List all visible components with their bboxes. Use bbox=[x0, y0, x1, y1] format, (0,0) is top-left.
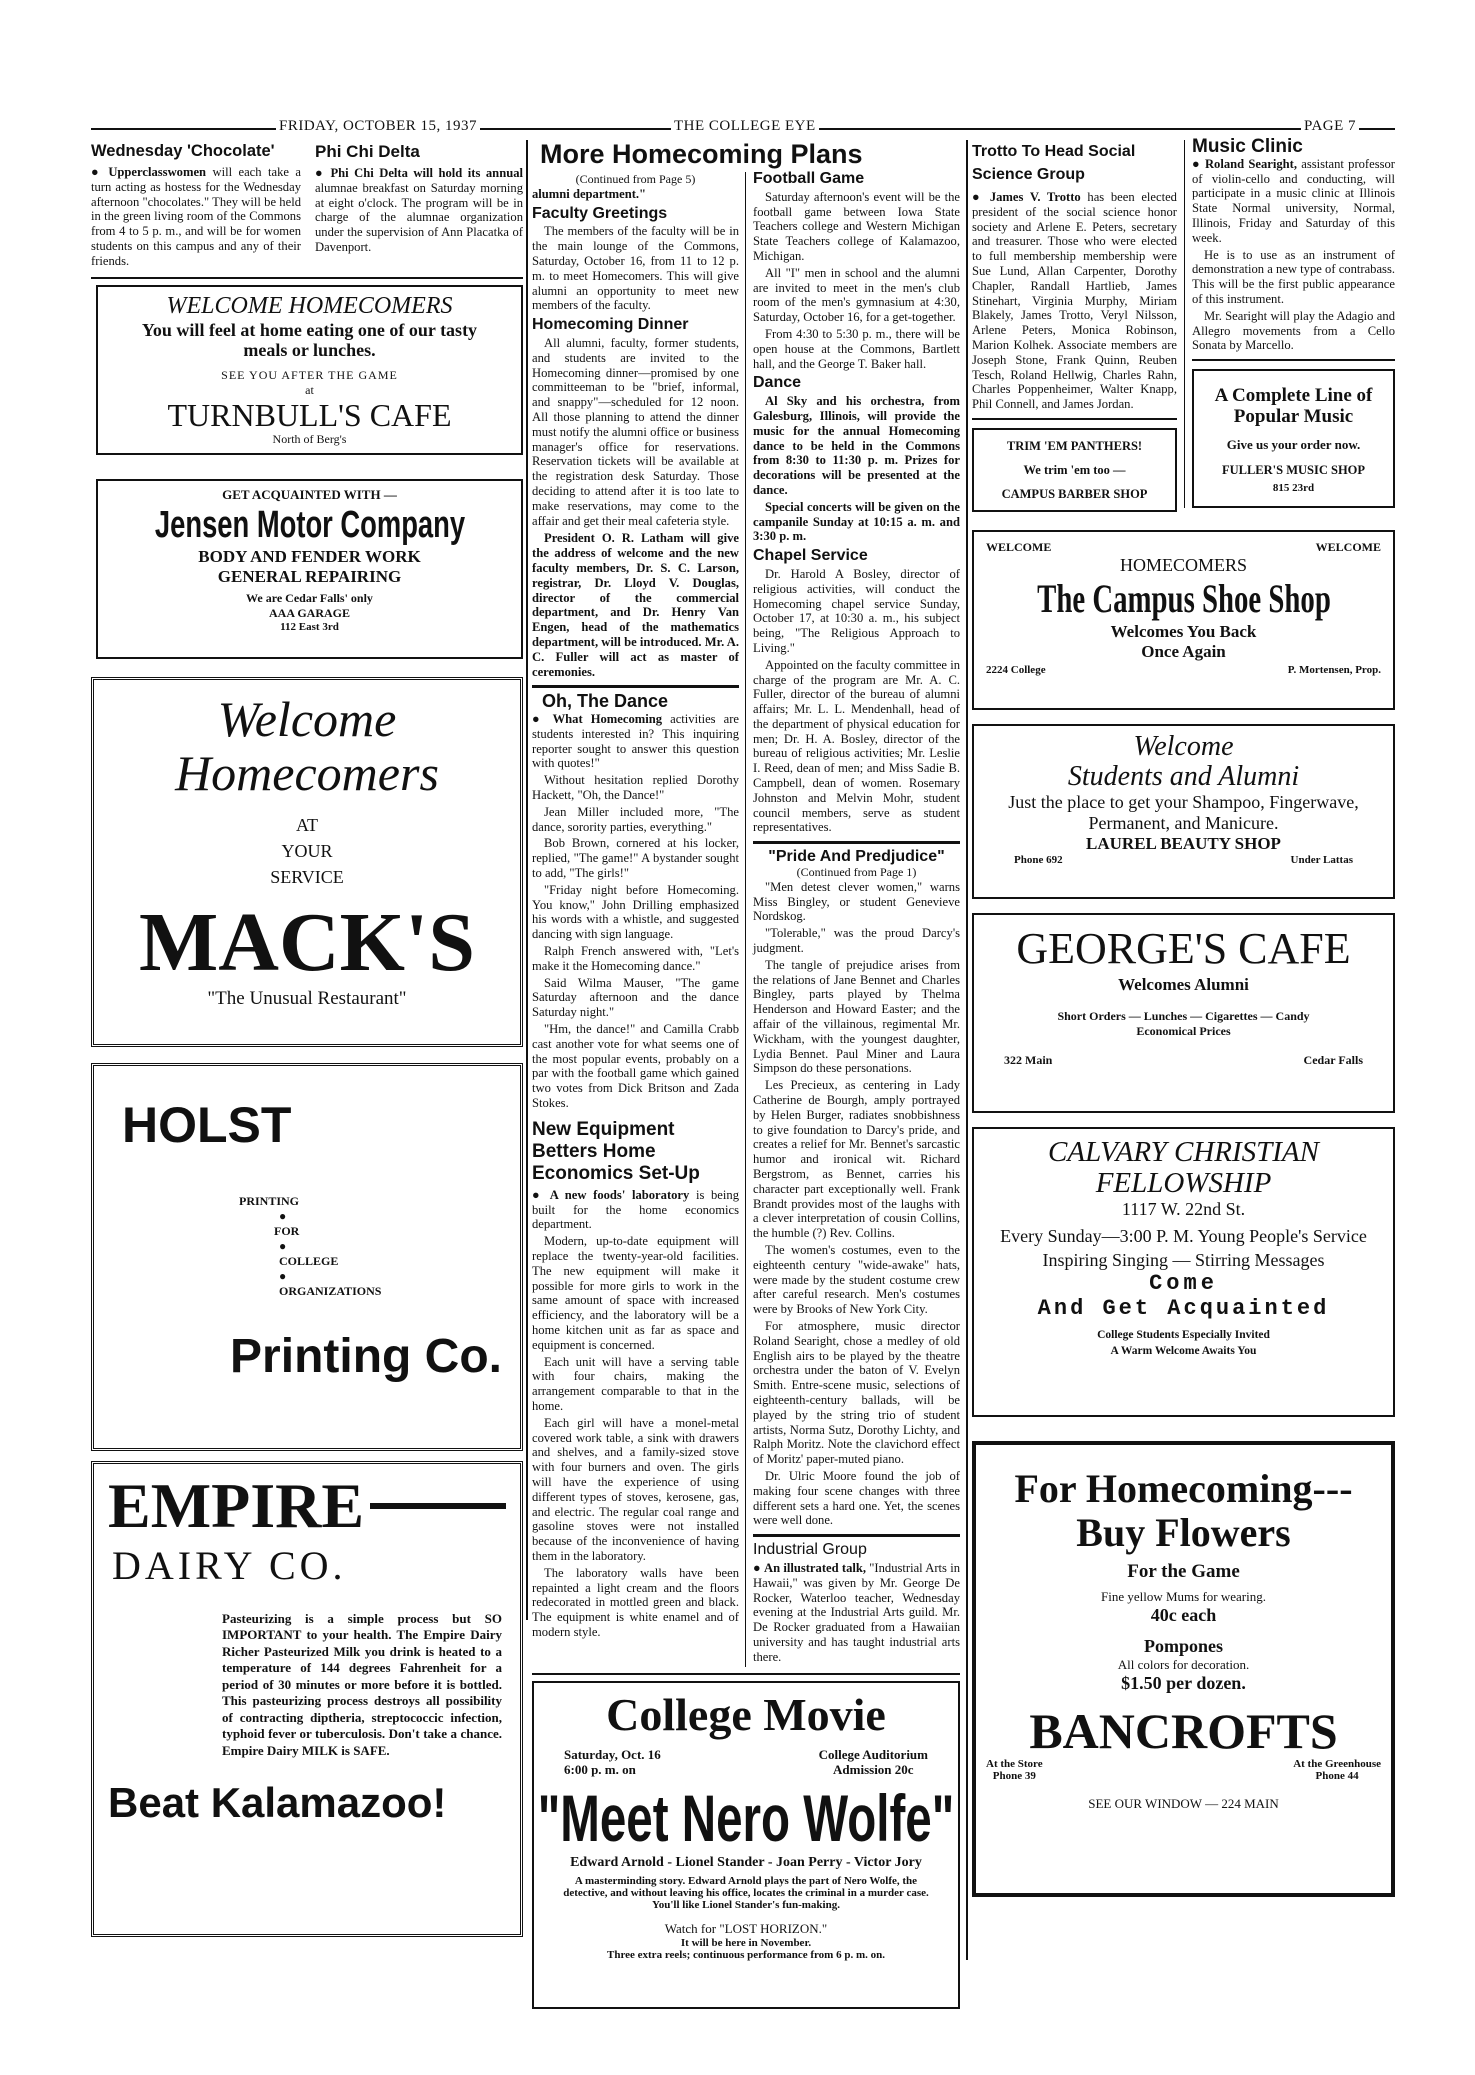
ad-text: Welcomes Alumni bbox=[1118, 974, 1249, 994]
ad-fullers-music bbox=[1192, 369, 1395, 508]
headline: Industrial Group bbox=[753, 1541, 867, 1559]
ad-college-movie bbox=[532, 1681, 960, 2009]
ad-text: Come bbox=[1149, 1270, 1218, 1296]
article-body: ● Upperclasswomen will each take a turn acting as hostess for the Wednesday afternoon "chocolates." They will be held in the green living room of the Commons from 4 to 5 p. m., and will be for women students on this campus and any of their friends. bbox=[91, 165, 301, 268]
ad-headline: Buy Flowers bbox=[1076, 1509, 1291, 1555]
ad-business-name: Jensen Motor Company bbox=[154, 503, 465, 546]
ad-text: Economical Prices bbox=[1136, 1023, 1231, 1038]
article-industrial-group bbox=[753, 1543, 960, 1664]
ad-text: And Get Acquainted bbox=[1037, 1295, 1330, 1321]
headline: Music Clinic bbox=[1192, 136, 1303, 157]
masthead bbox=[91, 118, 1395, 138]
ad-text: SEE YOU AFTER THE GAME bbox=[221, 367, 398, 382]
ad-text: GET ACQUAINTED WITH — bbox=[222, 486, 397, 502]
article-text: "Tolerable," was the proud Darcy's judgment. bbox=[753, 926, 960, 956]
ad-business-name: HOLST bbox=[122, 1096, 292, 1153]
greenhouse-phone: Phone 44 bbox=[1315, 1769, 1359, 1782]
ad-address: 322 Main bbox=[1004, 1052, 1053, 1067]
ad-text: We trim 'em too — bbox=[1023, 462, 1126, 477]
article-text: The laboratory walls have been repainted a light cream and the floors redecorated in mottled green and black. The equipment is white enamel and of modern style. bbox=[532, 1565, 739, 1639]
ad-text: Short Orders — Lunches — Cigarettes — Candy bbox=[1057, 1008, 1310, 1023]
subhead-homecoming-dinner: Homecoming Dinner bbox=[532, 316, 689, 334]
ad-text: North of Berg's bbox=[272, 431, 347, 446]
headline: Trotto To Head Social Science Group bbox=[972, 143, 1136, 183]
ad-georges-cafe bbox=[972, 913, 1395, 1113]
article-text: ● Roland Searight, assistant professor of violin-cello and conducting, will participate in a music clinic at Illinois State Normal university, Normal, Illinois, Friday and Saturday of this week. bbox=[1192, 156, 1396, 245]
ad-address: 112 East 3rd bbox=[280, 620, 339, 633]
ad-price: $1.50 per dozen. bbox=[1121, 1672, 1246, 1693]
coming-soon: Watch for "LOST HORIZON." bbox=[664, 1920, 828, 1936]
movie-blurb: A masterminding story. Edward Arnold plays the part of Nero Wolfe, the detective, and without leaving his office, locates the criminal in a murder case. You'll like Lionel Stander's fun-making. bbox=[563, 1874, 929, 1911]
column-rule bbox=[966, 140, 968, 1960]
article-text: Al Sky and his orchestra, from Galesburg, Illinois, will provide the music for the annual Homecoming dance to be held in the Commons from 8:30 to 11:30 p. m. Prizes for decorations will be presented at the dance. bbox=[753, 394, 960, 497]
store-phone: Phone 39 bbox=[992, 1769, 1036, 1782]
article-text: Modern, up-to-date equipment will replace the twenty-year-old facilities. The new equipment will make it possible for more girls to work in the same amount of space with increased efficiency, and the laboratory will be a home kitchen unit as far as space and equipment is concerned. bbox=[532, 1234, 739, 1352]
article-text: He is to use as an instrument of demonstration a new type of contrabass. This will be the first public appearance of this instrument. bbox=[1192, 247, 1395, 306]
article-text: Jean Miller included more, "The dance, sorority parties, everything." bbox=[532, 804, 739, 834]
ad-phone: Phone 692 bbox=[1014, 853, 1063, 866]
movie-admission: Admission 20c bbox=[833, 1761, 914, 1777]
article-text: "Men detest clever women," warns Miss Bingley, or student Genevieve Nordskog. bbox=[753, 879, 960, 924]
article-new-equipment bbox=[532, 1119, 739, 1640]
ad-price: 40c each bbox=[1150, 1604, 1217, 1625]
continued-note: (Continued from Page 1) bbox=[796, 865, 917, 880]
ad-text: Give us your order now. bbox=[1226, 437, 1361, 453]
ad-headline: For Homecoming--- bbox=[1014, 1465, 1353, 1511]
article-pride-and-prejudice bbox=[753, 850, 960, 1528]
ad-text: Three extra reels; continuous performance from 6 p. m. on. bbox=[606, 1948, 885, 1961]
ad-location: Under Lattas bbox=[1290, 853, 1353, 866]
ad-campus-barber bbox=[972, 428, 1177, 512]
divider bbox=[532, 1673, 960, 1675]
ad-subtitle: DAIRY CO. bbox=[112, 1542, 347, 1588]
ad-text: WELCOME bbox=[1315, 539, 1381, 554]
ad-jensen-motor bbox=[96, 479, 523, 659]
ad-calvary-christian bbox=[972, 1127, 1395, 1417]
article-text: President O. R. Latham will give the address of welcome and the new faculty members, Dr. S. C. Larson, registrar, Dr. Lloyd V. Douglas, director of the commercial department, and Dr. Henry Van Engen, head of the mathematics department, will be introduced. Mr. A. C. Fuller will act as master of ceremonies. bbox=[532, 531, 739, 679]
article-wednesday-chocolate bbox=[91, 142, 301, 271]
ad-headline: Students and Alumni bbox=[1067, 760, 1300, 792]
headline: Wednesday 'Chocolate' bbox=[91, 142, 275, 160]
ad-turnbulls-cafe bbox=[96, 285, 523, 455]
ad-business-name: GEORGE'S CAFE bbox=[1016, 923, 1351, 973]
ad-text: Fine yellow Mums for wearing. bbox=[1100, 1588, 1266, 1604]
divider bbox=[532, 685, 739, 688]
movie-venue: College Auditorium bbox=[818, 1746, 928, 1762]
article-text: Appointed on the faculty committee in charge of the program are Mr. A. C. Fuller, director of the bureau of alumni affairs; Mr. L. L. Mendenhall, head of the department of physical education for men; Dr. H. A. Bosley, director of the bureau of religious activities; Mr. Leslie I. Reed, dean of men; and Miss Sadie B. Campbell, dean of women. Rosemary Johnston and Melvin Mohr, student council members, serve as student representatives. bbox=[753, 657, 960, 835]
ad-text: SERVICE bbox=[270, 866, 344, 887]
ad-business-name: CALVARY CHRISTIAN FELLOWSHIP bbox=[1048, 1135, 1319, 1199]
subhead-faculty-greetings: Faculty Greetings bbox=[532, 204, 668, 222]
ad-address: 2224 College bbox=[986, 663, 1046, 676]
divider bbox=[753, 1534, 960, 1537]
ad-rule bbox=[370, 1503, 506, 1509]
article-music-clinic bbox=[1192, 136, 1396, 353]
ad-text: For the Game bbox=[1127, 1560, 1240, 1582]
article-oh-the-dance bbox=[532, 691, 739, 1111]
article-text: The tangle of prejudice arises from the relations of Jane Bennet and Charles Bingley, parts played by Thelma Henderson and Howard Easter; and the affair of the villainous, regimental Mr. Wickham, with the youngest daughter, Lydia Bennet. Paul Miner and Laura Simpson do these personations. bbox=[753, 957, 960, 1076]
ad-business-name: BANCROFTS bbox=[1029, 1702, 1338, 1759]
divider bbox=[91, 277, 523, 279]
article-text: ● James V. Trotto has been elected president of the social science honor society and Arlene E. Peters, secretary and treasurer. Those who were elected to full membership membership were Sue Lund, Allan Carpenter, Dorothy Chapler, Randall Hartlieb, James Stinehart, Virginia Murphy, Miriam Blakely, James Trotto, Veryl Nilsson, Arlene Peters, Monica Robinson, Marion Kolhek. Associate members are Joseph Stone, Frank Quinn, Reuben Tesch, Roland Hellwig, Charles Rahn, Charles Poppenheimer, Walter Knapp, Phil Connell, and James Jordan. bbox=[972, 190, 1177, 412]
article-text: Bob Brown, cornered at his locker, replied, "The game!" A bystander sought to add, "The girls!" bbox=[532, 836, 739, 881]
article-text: All alumni, faculty, former students, and students are invited to the Homecoming dinner—promised by one committeeman to be "brief, informal, and snappy"—scheduled for 12 noon. All those planning to attend the dinner must notify the alumni office or business manager's office for reservations. Reservation tickets will be available at the registration desk Saturday. Those deciding to attend after it is too late to make reservations, may come to the affair and get their meal cafeteria style. bbox=[532, 335, 739, 528]
ad-proprietor: P. Mortensen, Prop. bbox=[1287, 663, 1381, 676]
article-text: From 4:30 to 5:30 p. m., there will be open house at the Commons, Bartlett hall, and the George T. Baker hall. bbox=[753, 326, 960, 371]
article-body: ● Phi Chi Delta will hold its annual alumnae breakfast on Saturday morning at eight o'clock. The program will be in charge of the alumnae organization under the supervision of Ann Placatka of Davenport. bbox=[315, 166, 523, 254]
ad-business-name: FULLER'S MUSIC SHOP bbox=[1221, 463, 1366, 478]
headline: New Equipment Betters Home Economics Set-Up bbox=[532, 1118, 700, 1184]
ad-text: WELCOME bbox=[986, 539, 1052, 554]
ad-headline: College Movie bbox=[606, 1688, 886, 1740]
article-text: ● An illustrated talk, "Industrial Arts in Hawaii," was given by Mr. George De Rocker, Waterloo teacher, Wednesday evening at the Industrial Arts guild. Mr. De Rocker graduated from a Hawaiian university and has taught industrial arts there. bbox=[753, 1560, 960, 1664]
ad-text: All colors for decoration. bbox=[1117, 1656, 1250, 1672]
ad-headline: A Complete Line of Popular Music bbox=[1214, 385, 1373, 428]
article-text: Saturday afternoon's event will be the football game between Iowa State Teachers college and Western Michigan State Teachers college of Kalamazoo, Michigan. bbox=[753, 189, 960, 263]
divider bbox=[1192, 359, 1395, 361]
ad-text: GENERAL REPAIRING bbox=[217, 566, 402, 586]
article-text: Dr. Harold A Bosley, director of religious activities, will conduct the Homecoming chapel service Sunday, October 17, at 10:30 a. m., his subject being, "The Religious Approach to Living." bbox=[753, 566, 960, 655]
ad-text: at bbox=[305, 382, 314, 397]
ad-text: YOUR bbox=[281, 840, 333, 861]
ad-empire-dairy bbox=[91, 1461, 523, 1937]
column-3 bbox=[745, 172, 960, 1667]
issue-date: FRIDAY, OCTOBER 15, 1937 bbox=[276, 118, 480, 135]
article-text: ● What Homecoming activities are students interested in? This inquiring reporter sought to answer this question with quotes!" bbox=[532, 712, 739, 771]
ad-text: AAA GARAGE bbox=[268, 605, 350, 620]
ad-headline: Homecomers bbox=[175, 744, 439, 801]
ad-services: PRINTING ● FOR ● COLLEGE ● ORGANIZATIONS bbox=[239, 1193, 382, 1298]
ad-text: We are Cedar Falls' only bbox=[246, 590, 373, 605]
ad-text: Pasteurizing is a simple process but SO IMPORTANT to your health. The Empire Dairy Richer Pasteurized Milk you drink is heated to a temperature of 144 degrees Fahrenheit for a period of 30 minutes or more before it is bottled. This pasteurizing process destroys all possibility of contracting diptheria, streptococcic infection, typhoid fever or tuberculosis. Don't take a chance. Empire Dairy MILK is SAFE. bbox=[222, 1610, 502, 1758]
ad-headline: Welcome bbox=[1133, 730, 1234, 762]
ad-text: Just the place to get your Shampoo, Fingerwave, Permanent, and Manicure. bbox=[1008, 791, 1359, 833]
ad-slogan: Beat Kalamazoo! bbox=[108, 1779, 447, 1827]
article-text: Said Wilma Mauser, "The game Saturday afternoon and the dance Saturday night." bbox=[532, 975, 739, 1020]
ad-bancrofts-flowers bbox=[972, 1441, 1395, 1897]
article-text: Dr. Ulric Moore found the job of making four scene changes with three different sets a hard one. Yet, the scenes were well done. bbox=[753, 1468, 960, 1528]
column-left bbox=[91, 142, 523, 1937]
article-text: Each girl will have a monel-metal covered work table, a sink with drawers and shelves, and a family-sized stove with four burners and oven. The girls will have the experience of using different types of stoves, kerosene, gas, and electric. The regular coal range and gasoline stoves were not installed because of the inconvenience of having them in the laboratory. bbox=[532, 1415, 739, 1563]
ad-text: A Warm Welcome Awaits You bbox=[1110, 1344, 1257, 1357]
ad-business-name: LAUREL BEAUTY SHOP bbox=[1086, 833, 1281, 853]
newspaper-name: THE COLLEGE EYE bbox=[671, 118, 819, 135]
article-text: For atmosphere, music director Roland Searight, chose a medley of old English airs to be played by the theatre orchestra under the baton of V. Evelyn Smith. Entre-scene music, selections of eighteenth-century ballads, will be played by the string trio of student artists, Norma Sutz, Dorothy Lichty, and Ralph Moritz. Note the clavichord effect of Moritz' paper-muted piano. bbox=[753, 1318, 960, 1467]
ad-text: Every Sunday—3:00 P. M. Young People's Service bbox=[1000, 1225, 1367, 1246]
article-text: Les Precieux, as centering in Lady Catherine de Bourgh, amply portrayed by Helen Burger, radiates snobbishness to give foundation to Darcy's pride, and creates a relief for Mr. Bennet's sarcastic humor and ironical wit. Richard Bergstrom, as Bennet, carries his character part exceptionally well. Frank Brandt provides most of the laughs with a clever interpretation of cousin Collins, the humble (?) Rev. Collins. bbox=[753, 1078, 960, 1241]
article-text: alumni department." bbox=[532, 186, 647, 201]
column-4 bbox=[972, 140, 1184, 512]
article-phi-chi-delta bbox=[315, 142, 523, 271]
ad-business-name: Printing Co. bbox=[230, 1329, 502, 1383]
continued-note: (Continued from Page 5) bbox=[575, 172, 696, 186]
article-text: Mr. Searight will play the Adagio and Allegro movements from a Cello Sonata by Marcello. bbox=[1192, 308, 1395, 353]
movie-time: 6:00 p. m. on bbox=[564, 1761, 636, 1777]
ad-text: Welcomes You Back bbox=[1110, 621, 1257, 641]
greenhouse-label: At the Greenhouse bbox=[1293, 1757, 1381, 1770]
ad-campus-shoe-shop bbox=[972, 530, 1395, 710]
article-more-homecoming-col2 bbox=[753, 172, 960, 835]
ad-text: Inspiring Singing — Stirring Messages bbox=[1042, 1249, 1325, 1270]
ad-text: BODY AND FENDER WORK bbox=[198, 546, 421, 566]
ad-headline: WELCOME HOMECOMERS bbox=[166, 292, 453, 319]
ad-holst-printing bbox=[91, 1063, 523, 1451]
article-trotto bbox=[972, 140, 1177, 412]
ad-address: 1117 W. 22nd St. bbox=[1121, 1198, 1246, 1219]
article-text: Without hesitation replied Dorothy Hackett, "Oh, the Dance!" bbox=[532, 773, 739, 803]
ad-text: It will be here in November. bbox=[680, 1936, 812, 1949]
ad-headline: Welcome bbox=[217, 690, 397, 747]
column-center bbox=[532, 138, 960, 2009]
column-2 bbox=[532, 172, 745, 1667]
divider bbox=[753, 841, 960, 844]
ad-headline: TRIM 'EM PANTHERS! bbox=[1006, 438, 1143, 453]
article-more-homecoming-col1 bbox=[532, 172, 739, 679]
ad-city: Cedar Falls bbox=[1303, 1052, 1363, 1067]
headline: "Pride And Predjudice" bbox=[768, 848, 945, 866]
headline-more-homecoming: More Homecoming Plans bbox=[540, 139, 863, 169]
subhead-chapel-service: Chapel Service bbox=[753, 547, 868, 565]
article-text: All "I" men in school and the alumni are invited to meet in the men's club room of the men's gymnasium at 4:30, Saturday, October 16, for a get-together. bbox=[753, 265, 960, 325]
movie-title: "Meet Nero Wolfe" bbox=[537, 1780, 955, 1855]
ad-business-name: The Campus Shoe Shop bbox=[1036, 575, 1331, 621]
article-text: Special concerts will be given on the campanile Sunday at 10:15 a. m. and 3:30 p. m. bbox=[753, 499, 960, 544]
ad-macks-restaurant bbox=[91, 677, 523, 1047]
store-label: At the Store bbox=[986, 1757, 1043, 1770]
ad-business-name: EMPIRE bbox=[108, 1469, 364, 1541]
divider bbox=[972, 418, 1177, 420]
ad-tagline: "The Unusual Restaurant" bbox=[207, 987, 407, 1009]
column-right bbox=[972, 136, 1396, 1897]
headline: Phi Chi Delta bbox=[315, 142, 420, 161]
ad-footer: SEE OUR WINDOW — 224 MAIN bbox=[1088, 1795, 1279, 1811]
article-text: "Hm, the dance!" and Camilla Crabb cast another vote for what seems one of the most popular events, probably on a par with the football game which gained two votes from Dick Britson and Zada Stokes. bbox=[532, 1022, 739, 1111]
article-text: "Friday night before Homecoming. You know," John Drilling emphasized his words with a whistle, and suggested dancing with sign language. bbox=[532, 882, 739, 942]
ad-text: College Students Especially Invited bbox=[1097, 1328, 1270, 1341]
subhead-football-game: Football Game bbox=[753, 170, 865, 187]
column-rule bbox=[526, 140, 528, 1620]
ad-text: Pompones bbox=[1143, 1635, 1223, 1656]
movie-date: Saturday, Oct. 16 bbox=[564, 1746, 661, 1762]
article-text: Ralph French answered with, "Let's make it the Homecoming dance." bbox=[532, 944, 739, 973]
column-5 bbox=[1184, 136, 1396, 508]
headline: Oh, The Dance bbox=[542, 691, 669, 712]
ad-laurel-beauty-shop bbox=[972, 724, 1395, 899]
article-text: The women's costumes, even to the eighteenth century "wide-awake" hats, were made by the student costume crew after careful research. Men's costumes were by Brooks of New York City. bbox=[753, 1242, 960, 1317]
ad-business-name: TURNBULL'S CAFE bbox=[167, 396, 452, 433]
page-number: PAGE 7 bbox=[1301, 118, 1359, 135]
article-text: The members of the faculty will be in the main lounge of the Commons, Saturday, October 16, from 11 to 12 p. m. to meet Homecomers. This will give alumni an opportunity to meet new members of the faculty. bbox=[532, 224, 739, 313]
ad-business-name: MACK'S bbox=[139, 895, 475, 989]
ad-text: AT bbox=[296, 814, 318, 835]
movie-cast: Edward Arnold - Lionel Stander - Joan Perry - Victor Jory bbox=[570, 1854, 922, 1870]
ad-address: 815 23rd bbox=[1272, 482, 1315, 495]
article-text: ● A new foods' laboratory is being built for the home economics department. bbox=[532, 1187, 739, 1232]
ad-text: Once Again bbox=[1141, 641, 1226, 661]
ad-business-name: CAMPUS BARBER SHOP bbox=[1001, 486, 1148, 501]
ad-text: HOMECOMERS bbox=[1119, 554, 1248, 575]
ad-text: You will feel at home eating one of our tasty meals or lunches. bbox=[141, 319, 478, 360]
subhead-dance: Dance bbox=[753, 374, 802, 392]
article-text: Each unit will have a serving table with four chairs, making the arrangement comparable to that in the home. bbox=[532, 1354, 739, 1413]
